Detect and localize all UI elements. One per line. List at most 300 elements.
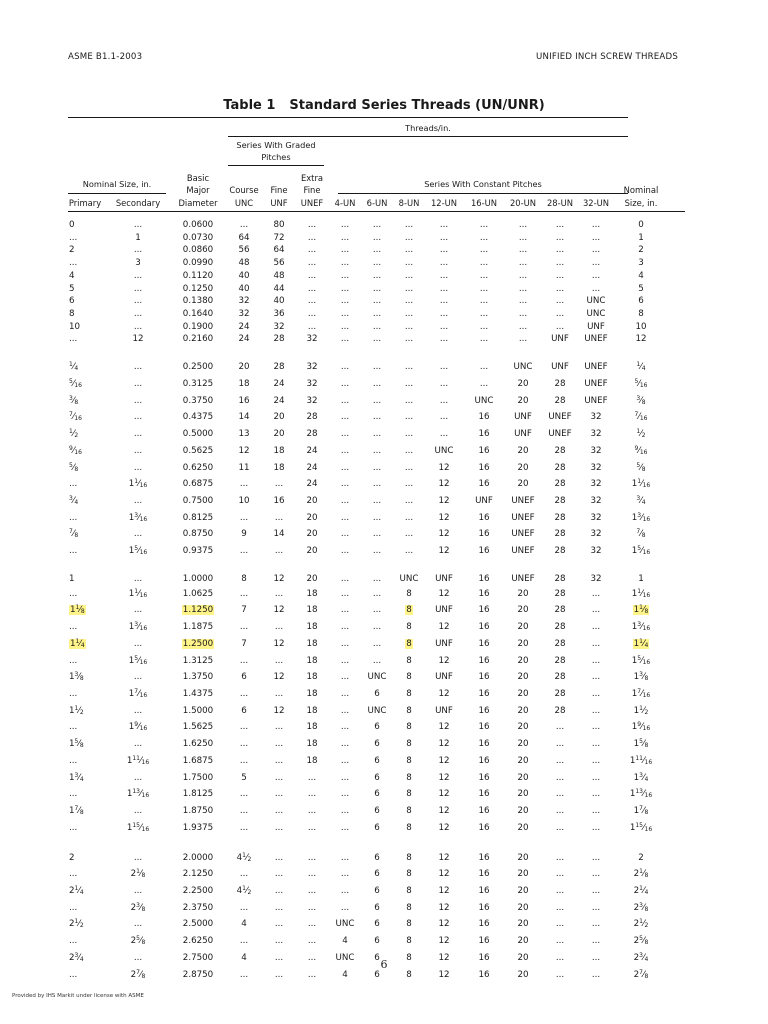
cell-nominal: $1^1⁄_{16}$ [631, 478, 651, 490]
cell-un4: ... [340, 722, 350, 733]
cell-primary: ... [69, 258, 78, 269]
cell-unc: ... [239, 789, 249, 800]
cell-un16: 16 [478, 688, 490, 699]
cell-un12: UNF [435, 574, 453, 585]
cell-primary: 8 [69, 308, 75, 319]
cell-basic: 1.6250 [182, 739, 214, 750]
cell-unf: 48 [273, 270, 285, 281]
cell-un20: ... [518, 334, 528, 345]
cell-un20: ... [518, 270, 528, 281]
cell-un16: 16 [478, 638, 490, 649]
cell-basic: 0.4375 [182, 412, 214, 423]
cell-un8: 8 [406, 936, 412, 947]
cell-unef: 24 [306, 462, 318, 473]
cell-un8: 8 [406, 852, 412, 863]
cell-un12: 12 [438, 622, 450, 633]
cell-un6: ... [372, 232, 382, 243]
cell-nominal: $1^3⁄_{16}$ [631, 621, 651, 633]
cell-secondary: ... [133, 886, 143, 897]
cell-basic: 2.2500 [182, 886, 214, 897]
cell-primary: ... [69, 588, 78, 599]
cell-un28: ... [555, 805, 565, 816]
cell-nominal: $2^1⁄_4$ [633, 885, 649, 897]
cell-un16: 16 [478, 529, 490, 540]
cell-un32: ... [591, 655, 601, 666]
cell-secondary: ... [133, 705, 143, 716]
cell-un4: ... [340, 622, 350, 633]
cell-unef: 20 [306, 546, 318, 557]
cell-unf: 18 [273, 445, 285, 456]
cell-basic: 0.8750 [182, 529, 214, 540]
cell-un12: 12 [438, 969, 450, 980]
cell-secondary: ... [133, 952, 143, 963]
cell-nominal: $2^3⁄_8$ [633, 901, 649, 913]
cell-un6: 6 [374, 902, 380, 913]
cell-un4: ... [340, 462, 350, 473]
col-head-un20 [504, 197, 542, 210]
cell-primary: $1^3⁄_8$ [69, 671, 84, 683]
cell-un28: ... [555, 886, 565, 897]
cell-basic: 1.0625 [182, 588, 214, 599]
cell-nominal: $1^3⁄_4$ [633, 771, 649, 783]
cell-nominal: $2^5⁄_8$ [633, 935, 649, 947]
cell-un12: UNF [435, 605, 453, 616]
cell-un20: 20 [517, 445, 529, 456]
table-row [66, 653, 668, 670]
cell-secondary: ... [133, 245, 143, 256]
cell-un12: 12 [438, 529, 450, 540]
cell-unef: ... [307, 902, 317, 913]
cell-un4: ... [340, 546, 350, 557]
table-row [66, 308, 668, 321]
cell-un4: ... [340, 220, 350, 230]
cell-unf: 40 [273, 296, 285, 307]
cell-unef: 32 [306, 334, 318, 345]
cell-nominal: $1^3⁄_{16}$ [631, 511, 651, 523]
cell-un8: ... [404, 283, 414, 294]
cell-secondary: ... [133, 283, 143, 294]
cell-un16: ... [479, 379, 489, 390]
cell-un20: 20 [517, 852, 529, 863]
cell-un32: 32 [590, 429, 602, 440]
cell-primary: ... [69, 655, 78, 666]
cell-basic: 2.3750 [182, 902, 214, 913]
cell-un28: 28 [554, 672, 566, 683]
cell-unc: ... [239, 869, 249, 880]
cell-nominal: $^7⁄_{16}$ [634, 411, 648, 423]
cell-nominal: $^1⁄_2$ [636, 428, 646, 440]
cell-un12: ... [439, 334, 449, 345]
cell-secondary: $1^3⁄_{16}$ [128, 621, 148, 633]
cell-unef: ... [307, 789, 317, 800]
cell-unef: ... [307, 969, 317, 980]
cell-unc: 56 [238, 245, 250, 256]
cell-un4: ... [340, 245, 350, 256]
group-spacer [66, 346, 668, 359]
cell-un6: ... [372, 283, 382, 294]
cell-un28: ... [555, 869, 565, 880]
table-row [66, 786, 668, 803]
cell-un28: 28 [554, 688, 566, 699]
cell-un8: 8 [406, 739, 412, 750]
cell-unc: $4^1⁄_2$ [236, 851, 252, 863]
cell-un20: 20 [517, 379, 529, 390]
col-head-nominal [614, 184, 668, 209]
cell-unc: 18 [238, 379, 250, 390]
group-spacer-cell [66, 836, 668, 849]
cell-un8: 8 [406, 805, 412, 816]
cell-un32: ... [591, 672, 601, 683]
cell-un28: ... [555, 270, 565, 281]
table-row [66, 510, 668, 527]
constant-pitches-label: Series With Constant Pitches [424, 179, 542, 189]
table-row [66, 619, 668, 636]
cell-primary: $1^5⁄_8$ [69, 738, 84, 750]
cell-un4: ... [340, 512, 350, 523]
cell-nominal: 2 [638, 852, 644, 863]
cell-un28: ... [555, 220, 565, 230]
cell-unef: 18 [306, 605, 318, 616]
cell-un6: ... [372, 479, 382, 490]
cell-un16: 16 [478, 852, 490, 863]
col-head-un4-line: 4-UN [334, 197, 356, 208]
cell-un16: ... [479, 245, 489, 256]
cell-un32: ... [591, 789, 601, 800]
cell-un6: 6 [374, 688, 380, 699]
cell-secondary: ... [133, 638, 143, 649]
cell-un32: ... [591, 270, 601, 281]
cell-un6: ... [372, 462, 382, 473]
table-row [66, 686, 668, 703]
cell-unc: ... [239, 822, 249, 833]
cell-primary: $^1⁄_4$ [69, 361, 79, 373]
cell-un12: UNF [435, 638, 453, 649]
cell-un12: UNC [434, 445, 454, 456]
cell-un28: 28 [554, 445, 566, 456]
cell-unf: ... [274, 655, 284, 666]
table-row [66, 219, 668, 232]
cell-un8: ... [404, 529, 414, 540]
cell-unc: 40 [238, 270, 250, 281]
cell-un20: 20 [517, 588, 529, 599]
cell-secondary: ... [133, 321, 143, 332]
cell-un4: 4 [342, 936, 348, 947]
cell-nominal: 12 [635, 334, 647, 345]
cell-primary: 1 [69, 574, 75, 585]
cell-unef: ... [307, 283, 317, 294]
cell-un8: 8 [406, 772, 412, 783]
cell-un4: ... [340, 429, 350, 440]
cell-basic: 1.2500 [182, 638, 214, 649]
cell-nominal: 10 [635, 321, 647, 332]
cell-un32: ... [591, 772, 601, 783]
cell-nominal: 0 [638, 220, 644, 230]
cell-un16: 16 [478, 952, 490, 963]
cell-un32: ... [591, 739, 601, 750]
cell-unef: ... [307, 952, 317, 963]
cell-un32: ... [591, 919, 601, 930]
cell-un16: 16 [478, 919, 490, 930]
cell-un12: 12 [438, 852, 450, 863]
cell-primary: 10 [69, 321, 81, 332]
cell-un16: ... [479, 362, 489, 373]
nominal-size-rule [68, 193, 166, 194]
cell-un4: UNC [335, 952, 355, 963]
cell-un16: 16 [478, 588, 490, 599]
cell-un8: ... [404, 379, 414, 390]
table-row [66, 669, 668, 686]
cell-unf: ... [274, 822, 284, 833]
cell-secondary: ... [133, 772, 143, 783]
cell-basic: 1.3750 [182, 672, 214, 683]
cell-un12: 12 [438, 495, 450, 506]
cell-nominal: $1^7⁄_{16}$ [631, 687, 651, 699]
cell-basic: 0.1250 [182, 283, 214, 294]
cell-nominal: 8 [638, 308, 644, 319]
cell-un32: ... [591, 869, 601, 880]
table-row [66, 476, 668, 493]
cell-un28: ... [555, 739, 565, 750]
cell-unf: ... [274, 886, 284, 897]
cell-unc: 7 [241, 605, 247, 616]
cell-unef: 20 [306, 512, 318, 523]
cell-un4: ... [340, 852, 350, 863]
cell-un32: ... [591, 969, 601, 980]
cell-basic: 0.1900 [182, 321, 214, 332]
cell-nominal: $1^7⁄_8$ [633, 804, 649, 816]
cell-un20: 20 [517, 395, 529, 406]
table-row [66, 426, 668, 443]
cell-nominal: 6 [638, 296, 644, 307]
cell-un16: 16 [478, 722, 490, 733]
cell-un20: UNC [513, 362, 533, 373]
cell-un8: 8 [406, 622, 412, 633]
cell-secondary: ... [133, 495, 143, 506]
cell-un16: 16 [478, 755, 490, 766]
cell-un8: 8 [406, 705, 412, 716]
cell-nominal: $^7⁄_8$ [636, 528, 646, 540]
cell-un12: 12 [438, 805, 450, 816]
cell-basic: 0.8125 [182, 512, 214, 523]
cell-un8: 8 [406, 969, 412, 980]
cell-basic: 2.7500 [182, 952, 214, 963]
cell-un12: 12 [438, 789, 450, 800]
cell-un4: ... [340, 395, 350, 406]
cell-nominal: 1 [638, 232, 644, 243]
cell-unc: ... [239, 479, 249, 490]
cell-basic: 1.1250 [182, 605, 214, 616]
cell-un32: ... [591, 886, 601, 897]
cell-unc: ... [239, 622, 249, 633]
cell-nominal: $1^{13}⁄_{16}$ [629, 788, 653, 800]
table-row [66, 409, 668, 426]
cell-un8: ... [404, 445, 414, 456]
cell-unf: 72 [273, 232, 285, 243]
cell-unc: ... [239, 969, 249, 980]
cell-un6: ... [372, 245, 382, 256]
cell-un28: ... [555, 772, 565, 783]
cell-basic: 1.7500 [182, 772, 214, 783]
cell-unef: 18 [306, 672, 318, 683]
table-row [66, 460, 668, 477]
cell-un20: 20 [517, 672, 529, 683]
cell-un4: ... [340, 574, 350, 585]
cell-unef: ... [307, 886, 317, 897]
cell-secondary: 1 [135, 232, 141, 243]
cell-un6: 6 [374, 789, 380, 800]
cell-un6: 6 [374, 722, 380, 733]
cell-un20: ... [518, 245, 528, 256]
col-head-unc [224, 184, 264, 209]
cell-un20: 20 [517, 772, 529, 783]
table-row [66, 803, 668, 820]
cell-unef: ... [307, 308, 317, 319]
cell-un16: UNC [474, 395, 494, 406]
cell-primary: $^3⁄_4$ [69, 494, 79, 506]
cell-primary: $2^1⁄_4$ [69, 885, 84, 897]
cell-un16: 16 [478, 462, 490, 473]
cell-primary: 4 [69, 270, 75, 281]
cell-un6: 6 [374, 919, 380, 930]
cell-un20: 20 [517, 755, 529, 766]
table-row [66, 573, 668, 586]
cell-un8: 8 [406, 588, 412, 599]
cell-unc: 13 [238, 429, 250, 440]
cell-un20: 20 [517, 705, 529, 716]
cell-basic: 0.0600 [182, 220, 214, 230]
cell-un16: ... [479, 270, 489, 281]
cell-basic: 0.3125 [182, 379, 214, 390]
cell-primary: ... [69, 546, 78, 557]
cell-primary: 5 [69, 283, 75, 294]
cell-un6: ... [372, 529, 382, 540]
table-row [66, 543, 668, 560]
cell-unc: 12 [238, 445, 250, 456]
cell-un12: ... [439, 245, 449, 256]
cell-un12: ... [439, 308, 449, 319]
cell-un16: 16 [478, 805, 490, 816]
cell-un8: ... [404, 296, 414, 307]
col-head-un6-line: 6-UN [366, 197, 388, 208]
cell-unc: ... [239, 739, 249, 750]
table-top-rule [68, 117, 628, 118]
cell-un6: ... [372, 362, 382, 373]
cell-secondary: $2^3⁄_8$ [130, 901, 146, 913]
cell-primary: $1^7⁄_8$ [69, 804, 84, 816]
cell-secondary: ... [133, 672, 143, 683]
cell-un12: 12 [438, 512, 450, 523]
cell-un4: ... [340, 805, 350, 816]
col-head-basic [172, 172, 224, 210]
cell-un12: 12 [438, 919, 450, 930]
cell-un20: 20 [517, 638, 529, 649]
cell-un32: ... [591, 220, 601, 230]
cell-un6: ... [372, 270, 382, 281]
cell-unc: ... [239, 688, 249, 699]
cell-un12: UNF [435, 672, 453, 683]
cell-un28: 28 [554, 462, 566, 473]
cell-un8: ... [404, 495, 414, 506]
cell-basic: 2.6250 [182, 936, 214, 947]
table-row [66, 393, 668, 410]
cell-un32: ... [591, 638, 601, 649]
cell-unef: ... [307, 936, 317, 947]
cell-basic: 1.9375 [182, 822, 214, 833]
cell-un12: 12 [438, 869, 450, 880]
table-row [66, 933, 668, 950]
cell-un32: UNF [587, 321, 605, 332]
cell-primary: $2^1⁄_2$ [69, 918, 84, 930]
graded-pitches-label-line1: Series With Graded [236, 140, 316, 150]
cell-unf: 56 [273, 258, 285, 269]
cell-secondary: $1^1⁄_{16}$ [128, 478, 148, 490]
cell-un20: ... [518, 321, 528, 332]
col-head-un32-line: 32-UN [582, 197, 610, 208]
cell-primary: $1^3⁄_4$ [69, 771, 84, 783]
cell-un8: ... [404, 334, 414, 345]
table-row [66, 270, 668, 283]
cell-unf: ... [274, 869, 284, 880]
cell-nominal: $1^5⁄_8$ [633, 738, 649, 750]
cell-un20: ... [518, 308, 528, 319]
cell-un20: ... [518, 220, 528, 230]
cell-un28: 28 [554, 495, 566, 506]
cell-un8: ... [404, 321, 414, 332]
cell-un32: ... [591, 605, 601, 616]
col-head-un16-line: 16-UN [470, 197, 498, 208]
cell-nominal: 3 [638, 258, 644, 269]
cell-secondary: ... [133, 412, 143, 423]
col-head-secondary [104, 197, 172, 210]
col-head-nominal-line: Size, in. [624, 197, 658, 208]
cell-un28: 28 [554, 479, 566, 490]
cell-nominal: $^5⁄_{16}$ [634, 378, 648, 390]
table-row [66, 602, 668, 619]
cell-un32: 32 [590, 495, 602, 506]
cell-unf: 14 [273, 529, 285, 540]
cell-unc: ... [239, 722, 249, 733]
cell-nominal: 2 [638, 245, 644, 256]
col-head-unef-line: Fine [303, 185, 321, 195]
cell-un32: UNC [586, 308, 606, 319]
cell-secondary: $2^5⁄_8$ [130, 935, 146, 947]
table-row [66, 866, 668, 883]
cell-un32: 32 [590, 529, 602, 540]
cell-un4: ... [340, 739, 350, 750]
cell-un8: 8 [406, 722, 412, 733]
cell-un32: ... [591, 245, 601, 256]
table-row [66, 359, 668, 376]
cell-un4: ... [340, 688, 350, 699]
cell-unef: 18 [306, 622, 318, 633]
table-row [66, 636, 668, 653]
cell-un20: ... [518, 283, 528, 294]
cell-un4: UNC [335, 919, 355, 930]
constant-group-rule [338, 193, 628, 194]
cell-un16: ... [479, 334, 489, 345]
cell-basic: 1.0000 [182, 574, 214, 585]
cell-un20: 20 [517, 886, 529, 897]
cell-basic: 0.1120 [182, 270, 214, 281]
cell-unc: ... [239, 512, 249, 523]
cell-unf: 36 [273, 308, 285, 319]
cell-secondary: ... [133, 395, 143, 406]
cell-secondary: $1^1⁄_{16}$ [128, 587, 148, 599]
cell-un12: 12 [438, 722, 450, 733]
cell-unef: 20 [306, 574, 318, 585]
cell-unf: ... [274, 805, 284, 816]
group-spacer [66, 836, 668, 849]
